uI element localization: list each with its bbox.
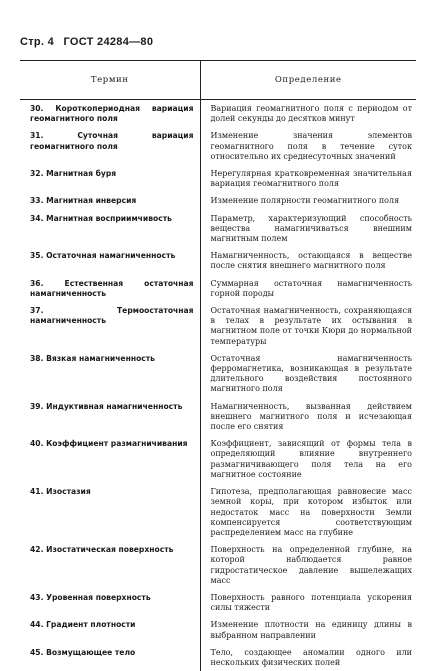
definition-cell: Намагниченность, вызванная действием внешнего магнитного поля и исчезающая после его снятия [200, 398, 416, 436]
table-row [20, 275, 416, 302]
table-row [20, 541, 416, 589]
term-cell [20, 398, 200, 436]
term-cell [20, 435, 200, 483]
term-text: 44. Градиент плотности [30, 620, 194, 630]
term-cell [20, 275, 200, 302]
term-text: 39. Индуктивная намагниченность [30, 402, 194, 412]
term-cell [20, 210, 200, 248]
terms-table [20, 60, 416, 671]
term-cell [20, 247, 200, 274]
term-text: 37. Термоостаточная намагниченность [30, 306, 194, 326]
term-text: 36. Естественная остаточная намагниченность [30, 279, 194, 299]
definition-cell: Тело, создающее аномалии одного или нескольких физических полей [200, 644, 416, 671]
term-cell [20, 127, 200, 165]
term-cell [20, 589, 200, 616]
table-body [20, 100, 416, 671]
term-cell [20, 350, 200, 398]
term-text: 45. Возмущающее тело [30, 648, 194, 658]
term-text: 43. Уровенная поверхность [30, 593, 194, 603]
term-cell [20, 541, 200, 589]
standard-id: ГОСТ 24284—80 [63, 36, 153, 48]
table-row [20, 302, 416, 350]
definition-cell: Остаточная намагниченность, сохраняющаяся в телах в результате их остывания в магнитном поле от точки Кюри до нормальной температуры [200, 302, 416, 350]
term-text: 40. Коэффициент размагничивания [30, 439, 194, 449]
page-number: Стр. 4 [20, 36, 54, 48]
term-text: 34. Магнитная восприимчивость [30, 214, 194, 224]
term-cell [20, 100, 200, 128]
column-header-term: Термин [20, 61, 200, 100]
table-row [20, 247, 416, 274]
term-text: 41. Изостазия [30, 487, 194, 497]
table-row [20, 165, 416, 192]
table-row [20, 644, 416, 671]
definition-cell: Нерегулярная кратковременная значительная вариация геомагнитного поля [200, 165, 416, 192]
definition-cell: Изменение значения элементов геомагнитного поля в течение суток относительно их среднесуточных значений [200, 127, 416, 165]
column-header-definition: Определение [200, 61, 416, 100]
table-row [20, 100, 416, 128]
table-row [20, 210, 416, 248]
table-row [20, 616, 416, 643]
term-text: 32. Магнитная буря [30, 169, 194, 179]
term-cell [20, 302, 200, 350]
definition-cell: Гипотеза, предполагающая равновесие масс земной коры, при котором избыток или недостаток масс на поверхности Земли компенсируется соответствующим распределением масс на глубине [200, 483, 416, 541]
table-row [20, 398, 416, 436]
definition-cell: Изменение плотности на единицу длины в выбранном направлении [200, 616, 416, 643]
term-text: 38. Вязкая намагниченность [30, 354, 194, 364]
definition-cell: Вариация геомагнитного поля с периодом от долей секунды до десятков минут [200, 100, 416, 128]
term-text: 31. Суточная вариация геомагнитного поля [30, 131, 194, 151]
table-row [20, 483, 416, 541]
definition-cell: Остаточная намагниченность ферромагнетика, возникающая в результате длительного воздействия постоянного магнитного поля [200, 350, 416, 398]
definition-cell: Изменение полярности геомагнитного поля [200, 192, 416, 209]
term-cell [20, 616, 200, 643]
term-cell [20, 192, 200, 209]
definition-cell: Параметр, характеризующий способность вещества намагничиваться внешним магнитным полем [200, 210, 416, 248]
definition-cell: Поверхность равного потенциала ускорения силы тяжести [200, 589, 416, 616]
definition-cell: Коэффициент, зависящий от формы тела в определяющий влияние внутреннего размагничивающего поля тела на его магнитное состояние [200, 435, 416, 483]
term-text: 42. Изостатическая поверхность [30, 545, 194, 555]
term-text: 33. Магнитная инверсия [30, 196, 194, 206]
definition-cell: Поверхность на определенной глубине, на которой наблюдается равное гидростатическое давление вышележащих масс [200, 541, 416, 589]
term-cell [20, 644, 200, 671]
table-row [20, 435, 416, 483]
table-header-row [20, 61, 416, 100]
table-row [20, 192, 416, 209]
term-text: 30. Короткопериодная вариация геомагнитного поля [30, 104, 194, 124]
table-row [20, 350, 416, 398]
definition-cell: Намагниченность, остающаяся в веществе после снятия внешнего магнитного поля [200, 247, 416, 274]
term-cell [20, 483, 200, 541]
term-text: 35. Остаточная намагниченность [30, 251, 194, 261]
table-row [20, 589, 416, 616]
table-row [20, 127, 416, 165]
page-header [20, 36, 159, 48]
term-cell [20, 165, 200, 192]
definition-cell: Суммарная остаточная намагниченность горной породы [200, 275, 416, 302]
